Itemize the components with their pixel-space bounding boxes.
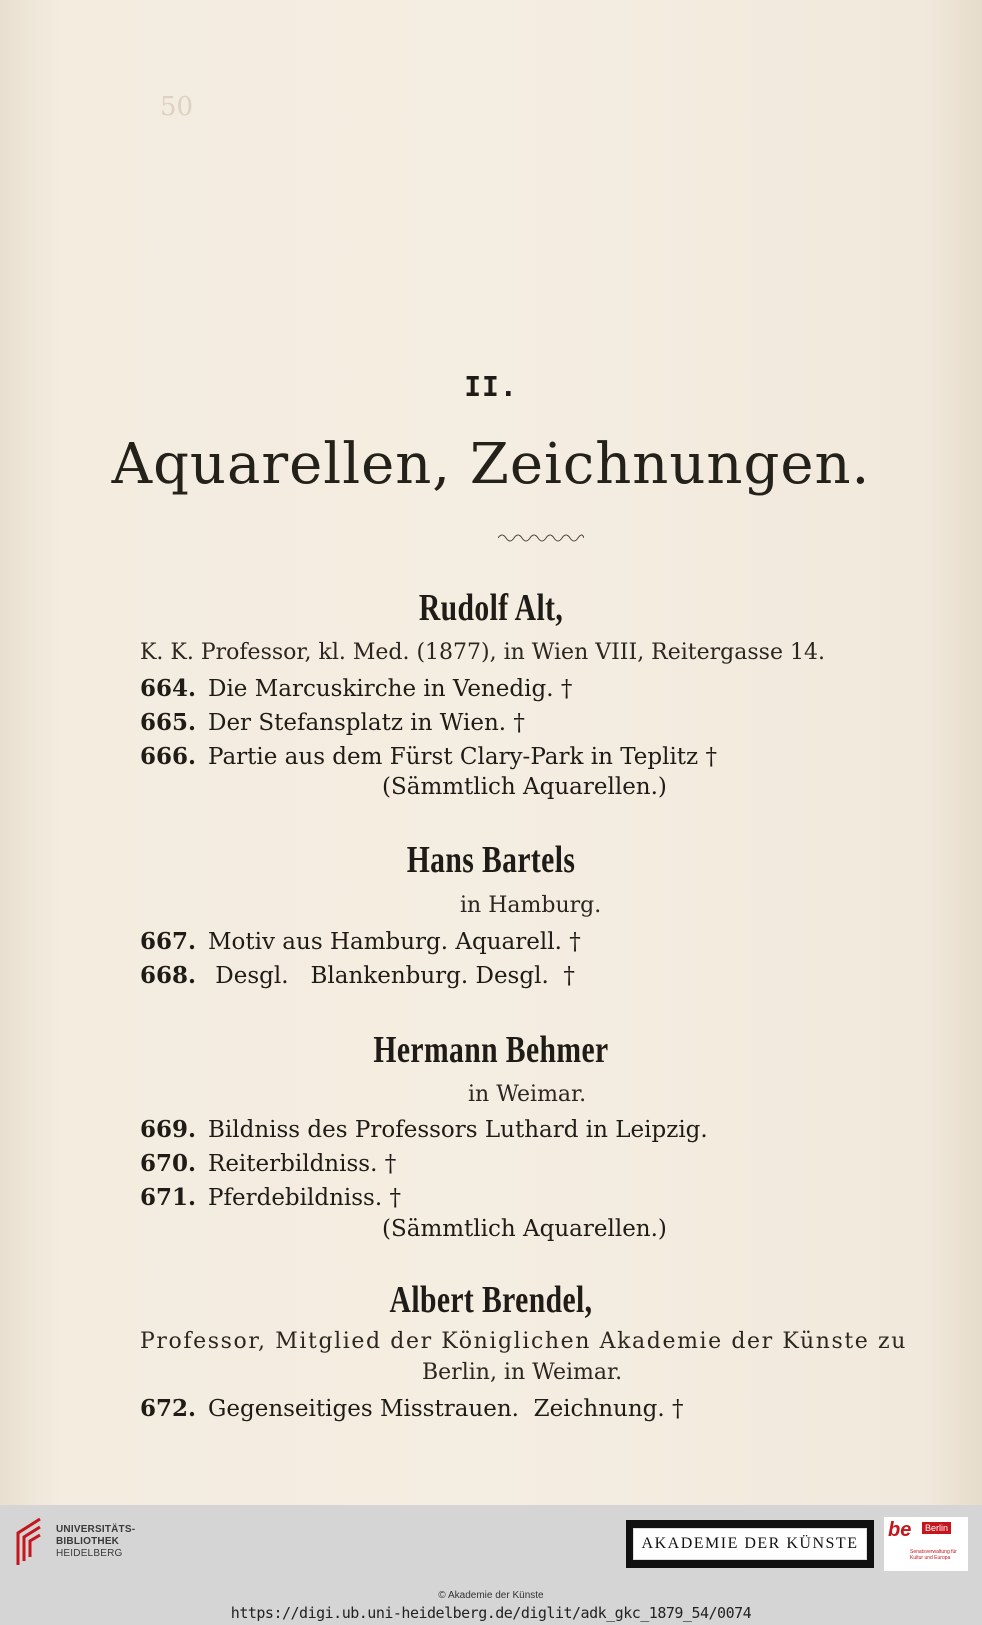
entry-number: 670.: [140, 1150, 197, 1177]
catalog-entry: [140, 1116, 708, 1143]
akademie-label: AKADEMIE DER KÜNSTE: [633, 1528, 867, 1560]
permalink-url[interactable]: https://digi.ub.uni-heidelberg.de/diglit/adk_gkc_1879_54/0074: [230, 1604, 752, 1622]
entry-title: Bildniss des Professors Luthard in Leipzig.: [208, 1117, 708, 1143]
entry-number: 664.: [140, 675, 197, 702]
entry-title: Desgl. Blankenburg. Desgl. †: [208, 963, 575, 989]
entry-number: 667.: [140, 928, 197, 955]
catalog-entry: [140, 928, 581, 955]
catalog-entry: [140, 675, 572, 702]
artist-info-line2: Berlin, in Weimar.: [422, 1360, 623, 1385]
ub-line3: HEIDELBERG: [56, 1548, 123, 1559]
artist-info: Professor, Mitglied der Königlichen Akademie der Künste zu: [140, 1329, 907, 1354]
entry-title: Der Stefansplatz in Wien. †: [208, 710, 525, 736]
section-numeral: II.: [464, 370, 518, 403]
catalog-entry: [140, 1184, 401, 1211]
catalog-entry: [140, 962, 575, 989]
akademie-logo[interactable]: [626, 1520, 874, 1568]
entry-number: 672.: [140, 1395, 197, 1422]
berlin-tag: Berlin: [922, 1522, 951, 1534]
artist-name: Rudolf Alt,: [418, 587, 564, 629]
university-library-name[interactable]: [56, 1524, 135, 1560]
catalog-entry: [140, 1395, 684, 1422]
berlin-senate-text: Senatsverwaltung für Kultur und Europa: [910, 1549, 957, 1561]
entry-number: 665.: [140, 709, 197, 736]
entry-title: Die Marcuskirche in Venedig. †: [208, 676, 573, 702]
entry-title: Pferdebildniss. †: [208, 1185, 401, 1211]
artist-info: K. K. Professor, kl. Med. (1877), in Wien VIII, Reitergasse 14.: [140, 640, 825, 665]
entry-note: (Sämmtlich Aquarellen.): [382, 774, 667, 800]
catalog-entry: [140, 1150, 396, 1177]
artist-name: Hans Bartels: [406, 839, 576, 881]
entry-number: 671.: [140, 1184, 197, 1211]
entry-title: Partie aus dem Fürst Clary-Park in Teplitz †: [208, 744, 717, 770]
catalog-entry: [140, 709, 525, 736]
ub-line2: BIBLIOTHEK: [56, 1536, 120, 1547]
artist-info: in Hamburg.: [460, 893, 602, 918]
copyright-notice: © Akademie der Künste: [438, 1590, 544, 1601]
artist-name: Hermann Behmer: [373, 1029, 609, 1071]
entry-number: 668.: [140, 962, 197, 989]
entry-title: Motiv aus Hamburg. Aquarell. †: [208, 929, 581, 955]
artist-name: Albert Brendel,: [389, 1279, 593, 1321]
university-library-logo-icon[interactable]: [10, 1515, 48, 1569]
entry-note: (Sämmtlich Aquarellen.): [382, 1216, 667, 1242]
ub-line1: UNIVERSITÄTS-: [56, 1524, 136, 1535]
artist-info: in Weimar.: [468, 1082, 587, 1107]
page-number: 50: [160, 92, 194, 122]
entry-number: 669.: [140, 1116, 197, 1143]
entry-title: Reiterbildniss. †: [208, 1151, 397, 1177]
entry-number: 666.: [140, 743, 197, 770]
berlin-logo[interactable]: [884, 1517, 968, 1571]
ornament-divider: [498, 532, 584, 544]
berlin-be: be: [888, 1519, 912, 1541]
section-title: Aquarellen, Zeichnungen.: [111, 432, 871, 497]
entry-title: Gegenseitiges Misstrauen. Zeichnung. †: [208, 1396, 684, 1422]
catalog-entry: [140, 743, 717, 770]
